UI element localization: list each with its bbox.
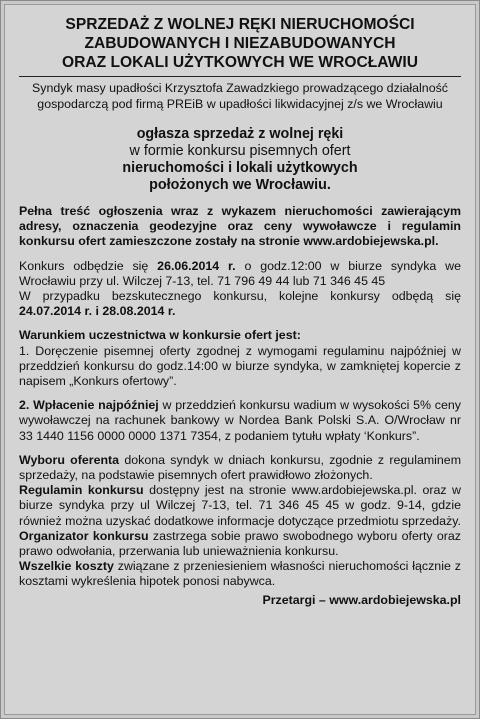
full-text-info: Pełna treść ogłoszenia wraz z wykazem nieruchomości zawierającym adresy, oznaczenia geodezyjne oraz ceny wywoławcze i regulamin konkursu ofert zamieszczone zostały na stronie www.ardobiejewska.pl. bbox=[19, 204, 461, 249]
rule-costs-lead: Wszelkie koszty bbox=[19, 559, 114, 574]
headline-line-1: SPRZEDAŻ Z WOLNEJ RĘKI NIERUCHOMOŚCI bbox=[65, 16, 415, 33]
contest-location: o godz.12:00 w biurze syndyka we Wrocławiu przy ul. Wilczej 7-13, tel. 71 796 49 44 lub 71 346 45 45 bbox=[19, 258, 461, 288]
next-contests-text bbox=[19, 289, 461, 319]
announce-line-4: położonych we Wrocławiu. bbox=[149, 177, 331, 193]
rule-organizer-body: zastrzega sobie prawo swobodnego wyboru oferty oraz prawo odwołania, przerwania lub unieważnienia konkursu. bbox=[19, 528, 461, 559]
rule-organizer-lead: Organizator konkursu bbox=[19, 528, 149, 543]
paragraph-full-text-info bbox=[19, 204, 461, 250]
rule-selection-lead: Wyboru oferenta bbox=[19, 452, 120, 467]
paragraph-deposit bbox=[19, 398, 461, 444]
ad-content bbox=[4, 4, 476, 715]
rule-regulations-lead: Regulamin konkursu bbox=[19, 483, 144, 498]
rule-costs bbox=[19, 559, 461, 589]
contest-date: 26.06.2014 r. bbox=[157, 258, 236, 273]
announcement bbox=[19, 126, 461, 194]
rule-regulations-body: dostępny jest na stronie www.ardobiejewska.pl. oraz w biurze syndyka przy ul Wilczej 7-13, tel. 71 346 45 45 w godz. 9-14, gdzie również można uzyskać dodatkowe informacje dotyczące przedmiotu sprzedaży. bbox=[19, 483, 461, 528]
next-contests-intro: W przypadku bezskutecznego konkursu, kolejne konkursy odbędą się bbox=[19, 289, 461, 304]
headline bbox=[19, 15, 461, 72]
announce-line-2: w formie konkursu pisemnych ofert bbox=[129, 143, 351, 159]
rule-selection bbox=[19, 453, 461, 483]
rule-regulations bbox=[19, 483, 461, 529]
divider bbox=[19, 76, 461, 77]
contest-intro: Konkurs odbędzie się bbox=[19, 258, 158, 273]
paragraph-contest-dates bbox=[19, 259, 461, 320]
condition-1: 1. Doręczenie pisemnej oferty zgodnej z wymogami regulaminu najpóźniej w przeddzień konkursu do godz.14:00 w biurze syndyka, w zamkniętej kopercie z napisem „Konkurs ofertowy”. bbox=[19, 343, 461, 389]
announce-line-3: nieruchomości i lokali użytkowych bbox=[122, 160, 358, 176]
next-contests-dates: 24.07.2014 r. i 28.08.2014 r. bbox=[19, 304, 176, 319]
headline-line-3: ORAZ LOKALI UŻYTKOWYCH WE WROCŁAWIU bbox=[61, 54, 418, 71]
rule-costs-body: związane z przeniesieniem własności nieruchomości łącznie z kosztami wykreślenia hipotek ponosi nabywca. bbox=[19, 559, 461, 589]
footer-source: Przetargi – www.ardobiejewska.pl bbox=[262, 592, 461, 607]
syndyk-line-1: Syndyk masy upadłości Krzysztofa Zawadzkiego prowadzącego działalność bbox=[32, 81, 448, 95]
condition-2-lead: 2. Wpłacenie najpóźniej bbox=[19, 398, 159, 413]
condition-2 bbox=[19, 398, 461, 444]
conditions-heading: Warunkiem uczestnictwa w konkursie ofert jest: bbox=[19, 328, 301, 343]
syndyk-line-2: gospodarczą pod firmą PREiB w upadłości likwidacyjnej z/s we Wrocławiu bbox=[37, 96, 443, 111]
syndyk-info bbox=[19, 81, 461, 112]
contest-date-text bbox=[19, 259, 461, 289]
announce-line-1: ogłasza sprzedaż z wolnej ręki bbox=[136, 126, 344, 142]
paragraph-conditions bbox=[19, 328, 461, 389]
rule-organizer bbox=[19, 529, 461, 559]
rule-selection-body: dokona syndyk w dniach konkursu, zgodnie z regulaminem sprzedaży, na podstawie pisemnych ofert prawidłowo złożonych. bbox=[19, 452, 462, 483]
paragraph-rules bbox=[19, 453, 461, 590]
headline-line-2: ZABUDOWANYCH I NIEZABUDOWANYCH bbox=[84, 35, 396, 52]
condition-2-body: w przeddzień konkursu wadium w wysokości 5% ceny wywoławczej na rachunek bankowy w Nordea Bank Polski S.A. O/Wrocław nr 33 1440 1156 0000 0000 1371 7354, z podaniem tytułu wpłaty ‘Konkurs”. bbox=[19, 398, 461, 443]
